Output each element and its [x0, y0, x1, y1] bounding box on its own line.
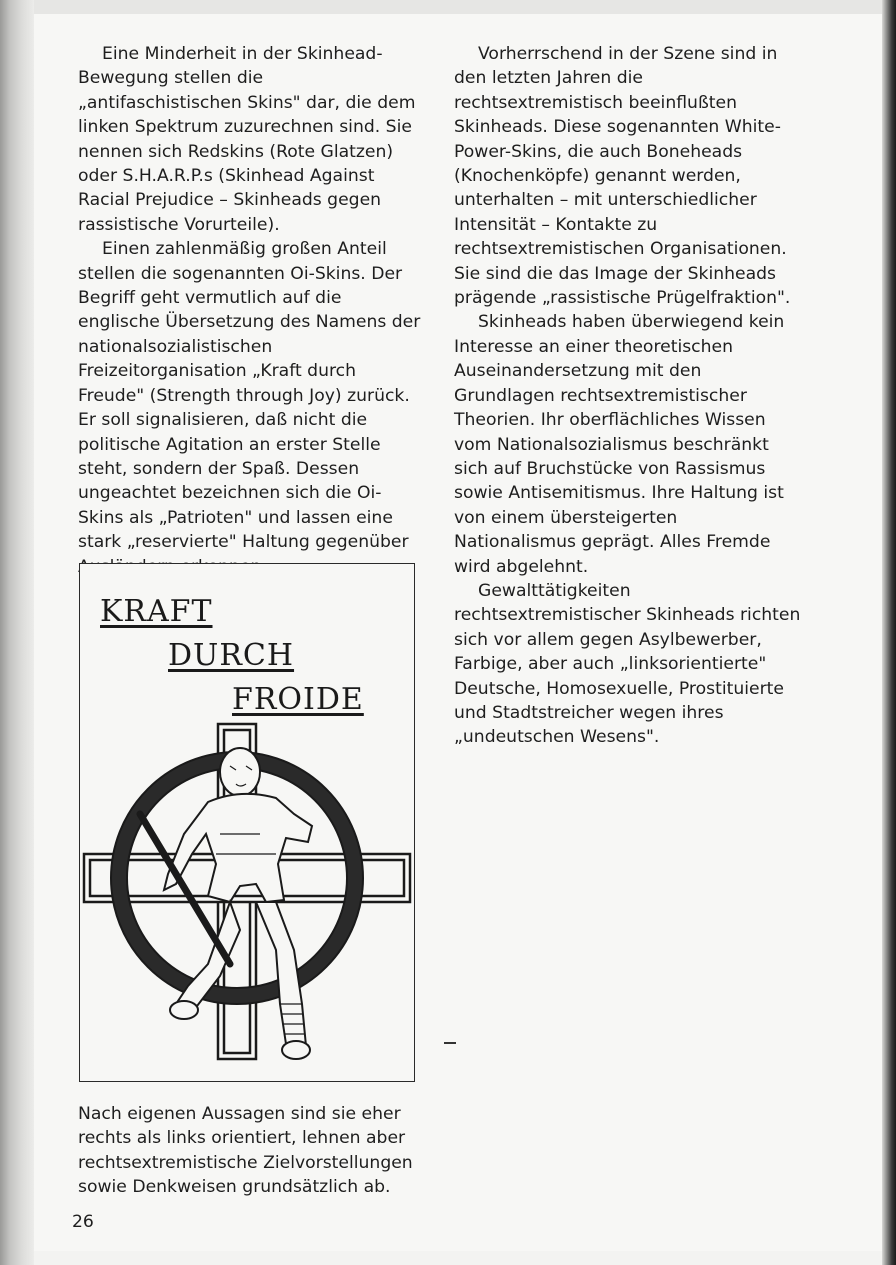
paragraph-white-power-skins: Vorherrschend in der Szene sind in den letzten Jahren die rechtsextremistisch beeinflußten Skinheads. Diese sogenannten White-Power-Skins, die auch Boneheads (Knochenköpfe) genannt werden, unterhalten – mit unterschiedlicher Intensität – Kontakte zu rechtsextremistischen Organisationen. Sie sind die das Image der Skinheads prägende „rassistische Prügelfraktion".: [454, 44, 791, 309]
paragraph-oi-skins: Einen zahlenmäßig großen Anteil stellen die sogenannten Oi-Skins. Der Begriff geht vermutlich auf die englische Übersetzung des Namens der nationalsozialistischen Freizeitorganisation „Kraft durch Freude" (Strength through Joy) zurück. Er soll signalisieren, daß nicht die politische Agitation an erster Stelle steht, sondern der Spaß. Dessen ungeachtet bezeichnen sich die Oi-Skins als „Patrioten" und lassen eine stark „reservierte" Haltung gegenüber: [78, 239, 421, 553]
figure-title-line-2: DURCH: [168, 638, 295, 673]
page-number: 26: [72, 1212, 94, 1232]
right-column: [454, 42, 804, 750]
paragraph-antifa-skins: Eine Minderheit in der Skinhead-Bewegung stellen die „antifaschistischen Skins" dar, die dem linken Spektrum zuzurechnen sind. Sie nennen sich Redskins (Rote Glatzen) oder S.H.A.R.P.s (Skinhead Against Racial Prejudice – Skinheads gegen rassistische Vorurteile).: [78, 44, 416, 235]
paragraph-violence: Gewalttätigkeiten rechtsextremistischer Skinheads richten sich vor allem gegen Asylbewerber, Farbige, aber auch „linksorientierte" Deutsche, Homosexuelle, Prostituierte und Stadtstreicher wegen ihres „undeutschen Wesens".: [454, 580, 801, 748]
left-column: [78, 42, 423, 579]
page-edge-shadow: [882, 0, 896, 1265]
scan-speck: [444, 1042, 456, 1044]
paragraph-theory-interest: Skinheads haben überwiegend kein Interesse an einer theoretischen Auseinandersetzung mit den Grundlagen rechtsextremistischer Theorien. Ihr oberflächliches Wissen vom Nationalsozialismus beschränkt sich auf Bruchstücke von Rassismus sowie Antisemitismus. Ihre Haltung ist von einem übersteigerten Nationalismus geprägt. Alles Fremde wird abgelehnt.: [454, 312, 785, 577]
illustration-figure: [79, 563, 415, 1082]
skinhead-celtic-cross-icon: [80, 714, 414, 1081]
figure-title-line-1: KRAFT: [100, 594, 213, 629]
figure-caption: [78, 1102, 423, 1200]
scan-top-shadow: [0, 0, 896, 14]
book-page: [34, 14, 882, 1251]
figure-title-line-3: FROIDE: [232, 682, 364, 717]
caption-text: Nach eigenen Aussagen sind sie eher rechts als links orientiert, lehnen aber rechtsextremistische Zielvorstellungen sowie Denkweisen grundsätzlich ab.: [78, 1104, 413, 1198]
book-spine-shadow: [0, 0, 34, 1265]
